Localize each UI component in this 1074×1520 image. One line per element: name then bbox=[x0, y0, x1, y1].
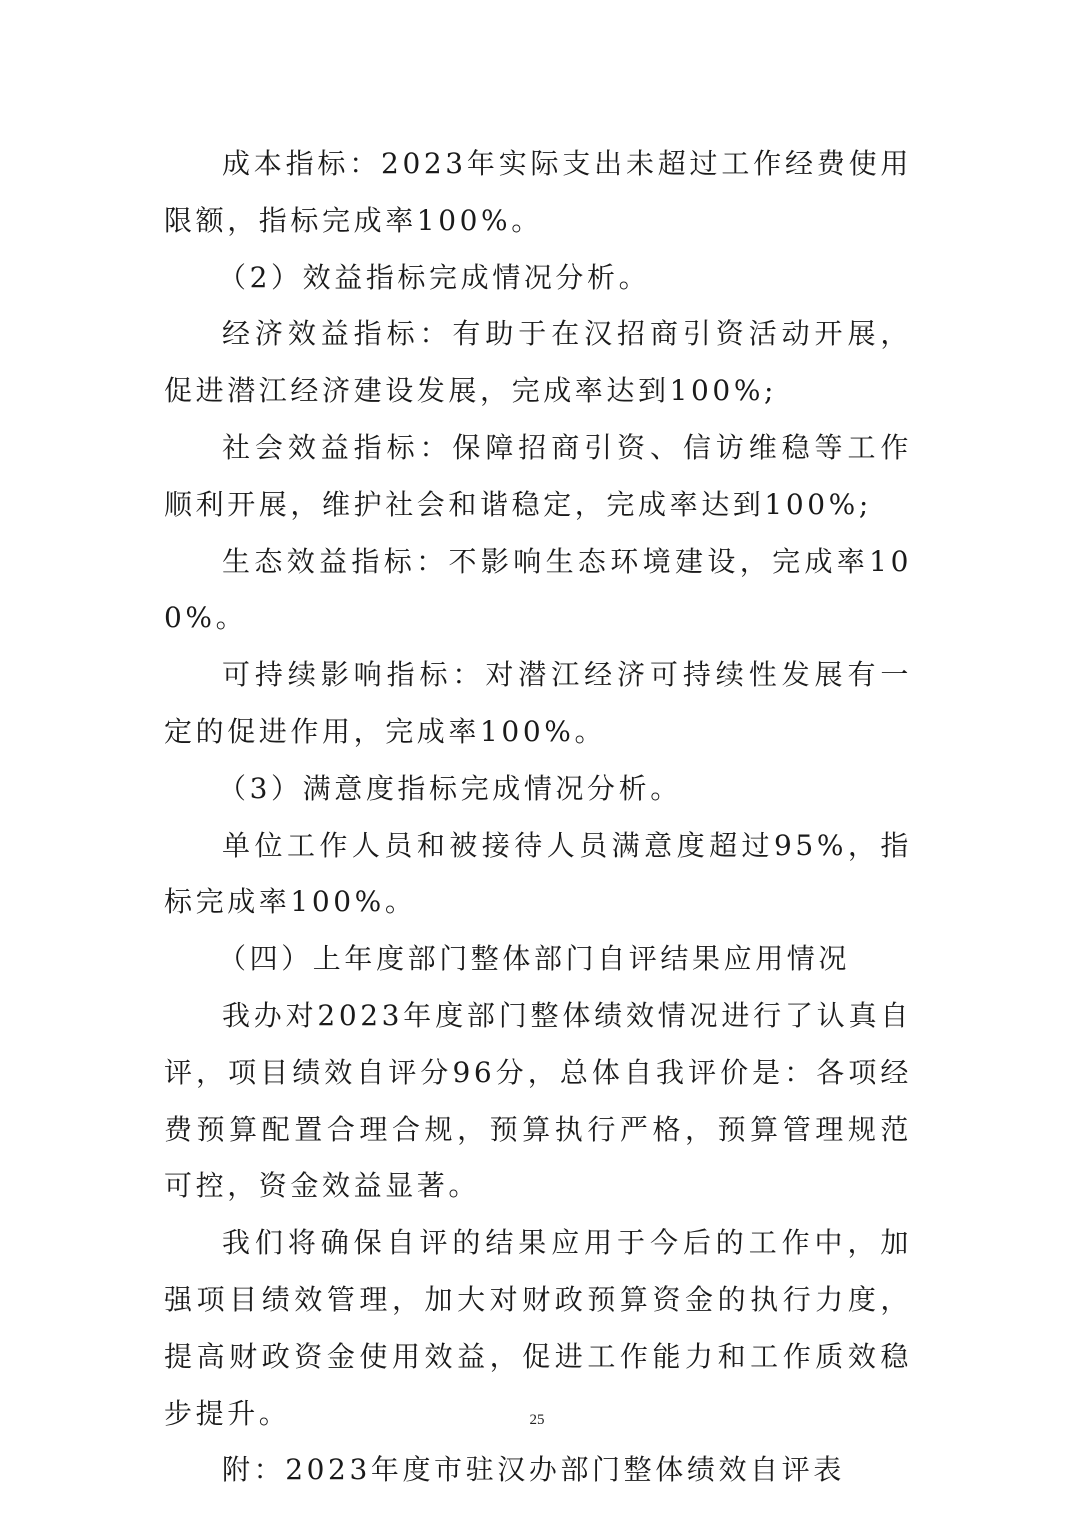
paragraph-attachment: 附：2023年度市驻汉办部门整体绩效自评表 bbox=[222, 1453, 845, 1487]
document-body bbox=[164, 136, 912, 1499]
heading-satisfaction-analysis: （3）满意度指标完成情况分析。 bbox=[218, 771, 682, 805]
paragraph-economic-benefit: 经济效益指标：有助于在汉招商引资活动开展，促进潜江经济建设发展，完成率达到100%; bbox=[164, 317, 912, 408]
paragraph-sustainable-impact: 可持续影响指标：对潜江经济可持续性发展有一定的促进作用，完成率100%。 bbox=[164, 658, 912, 748]
paragraph-result-application: 我们将确保自评的结果应用于今后的工作中，加强项目绩效管理，加大对财政预算资金的执行力度，提高财政资金使用效益，促进工作能力和工作质效稳步提升。 bbox=[164, 1226, 912, 1430]
paragraph-cost-indicator: 成本指标：2023年实际支出未超过工作经费使用限额，指标完成率100%。 bbox=[164, 147, 912, 237]
paragraph-self-evaluation: 我办对2023年度部门整体绩效情况进行了认真自评，项目绩效自评分96分，总体自我评价是：各项经费预算配置合理合规，预算执行严格，预算管理规范可控，资金效益显著。 bbox=[164, 998, 912, 1203]
paragraph-ecological-benefit: 生态效益指标：不影响生态环境建设，完成率100%。 bbox=[164, 544, 912, 635]
paragraph-social-benefit: 社会效益指标：保障招商引资、信访维稳等工作顺利开展，维护社会和谐稳定，完成率达到100%; bbox=[164, 430, 912, 521]
page-number: 25 bbox=[529, 1412, 545, 1428]
heading-section-four: （四）上年度部门整体部门自评结果应用情况 bbox=[218, 942, 851, 976]
heading-benefit-analysis: （2）效益指标完成情况分析。 bbox=[218, 260, 651, 294]
paragraph-satisfaction: 单位工作人员和被接待人员满意度超过95%，指标完成率100%。 bbox=[164, 828, 912, 919]
